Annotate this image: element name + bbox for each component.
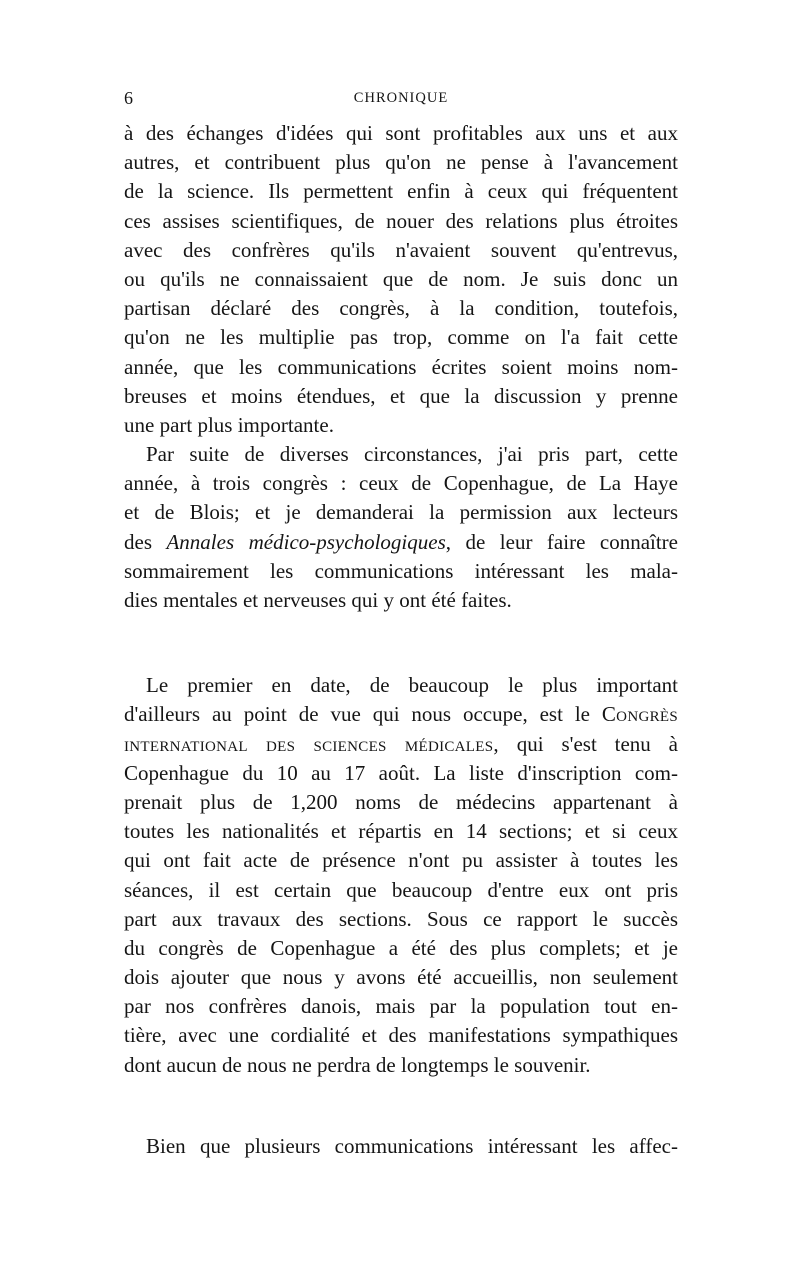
text-line: dois ajouter que nous y avons été accueillis, non seulement — [124, 965, 678, 990]
congress-name: Congrès — [601, 702, 678, 727]
paragraph-1 — [124, 119, 678, 440]
text-line: année, que les communications écrites soient moins nom- — [124, 354, 678, 379]
congress-name: international des sciences médicales, — [124, 731, 499, 756]
text-line: qu'on ne les multiplie pas trop, comme on l'a fait cette — [124, 325, 678, 350]
running-head — [124, 88, 678, 112]
text-line: Le premier en date, de beaucoup le plus important — [146, 673, 678, 698]
text-line: dont aucun de nous ne perdra de longtemps le souvenir. — [124, 1052, 591, 1077]
text-line — [124, 700, 678, 729]
section-break — [124, 615, 678, 671]
page-number: 6 — [124, 88, 133, 108]
text-line: prenait plus de 1,200 noms de médecins appartenant à — [124, 789, 678, 814]
text-segment: , de leur faire connaître — [445, 529, 678, 554]
text-line: du congrès de Copenhague a été des plus complets; et je — [124, 935, 678, 960]
text-line: partisan déclaré des congrès, à la condition, toutefois, — [124, 296, 678, 321]
text-line: toutes les nationalités et répartis en 14 sections; et si ceux — [124, 819, 678, 844]
text-line: autres, et contribuent plus qu'on ne pense à l'avancement — [124, 150, 678, 175]
text-line: ou qu'ils ne connaissaient que de nom. Je suis donc un — [124, 266, 678, 291]
text-line: par nos confrères danois, mais par la population tout en- — [124, 994, 678, 1019]
text-line: avec des confrères qu'ils n'avaient souvent qu'entrevus, — [124, 237, 678, 262]
text-line: Copenhague du 10 au 17 août. La liste d'inscription com- — [124, 760, 678, 785]
text-line: une part plus importante. — [124, 412, 334, 437]
text-line: part aux travaux des sections. Sous ce rapport le succès — [124, 906, 678, 931]
journal-title: Annales médico-psychologiques — [166, 529, 446, 554]
text-line: à des échanges d'idées qui sont profitables aux uns et aux — [124, 121, 678, 145]
paragraph-2 — [124, 440, 678, 615]
text-line: Bien que plusieurs communications intéressant les affec- — [146, 1133, 678, 1158]
text-line: de la science. Ils permettent enfin à ceux qui fréquentent — [124, 179, 678, 204]
text-line: ces assises scientifiques, de nouer des relations plus étroites — [124, 208, 678, 233]
text-line: breuses et moins étendues, et que la discussion y prenne — [124, 383, 678, 408]
text-line — [124, 730, 678, 759]
section-break — [124, 1080, 678, 1132]
running-title: CHRONIQUE — [353, 90, 449, 106]
text-segment: d'ailleurs au point de vue qui nous occupe, est le — [124, 702, 602, 727]
body-text — [124, 119, 678, 1161]
text-line: sommairement les communications intéressant les mala- — [124, 558, 678, 583]
text-line: et de Blois; et je demanderai la permission aux lecteurs — [124, 500, 678, 525]
text-line: dies mentales et nerveuses qui y ont été faites. — [124, 588, 512, 612]
text-line: année, à trois congrès : ceux de Copenhague, de La Haye — [124, 471, 678, 496]
text-segment: des — [124, 529, 167, 554]
paragraph-4 — [124, 1132, 678, 1161]
text-line: qui ont fait acte de présence n'ont pu assister à toutes les — [124, 848, 678, 873]
text-line — [124, 528, 678, 557]
paragraph-3 — [124, 671, 678, 1080]
text-segment: qui s'est tenu à — [498, 731, 678, 756]
text-line: tière, avec une cordialité et des manifestations sympathiques — [124, 1023, 678, 1048]
text-line: séances, il est certain que beaucoup d'entre eux ont pris — [124, 877, 678, 902]
text-line: Par suite de diverses circonstances, j'ai pris part, cette — [146, 442, 678, 467]
